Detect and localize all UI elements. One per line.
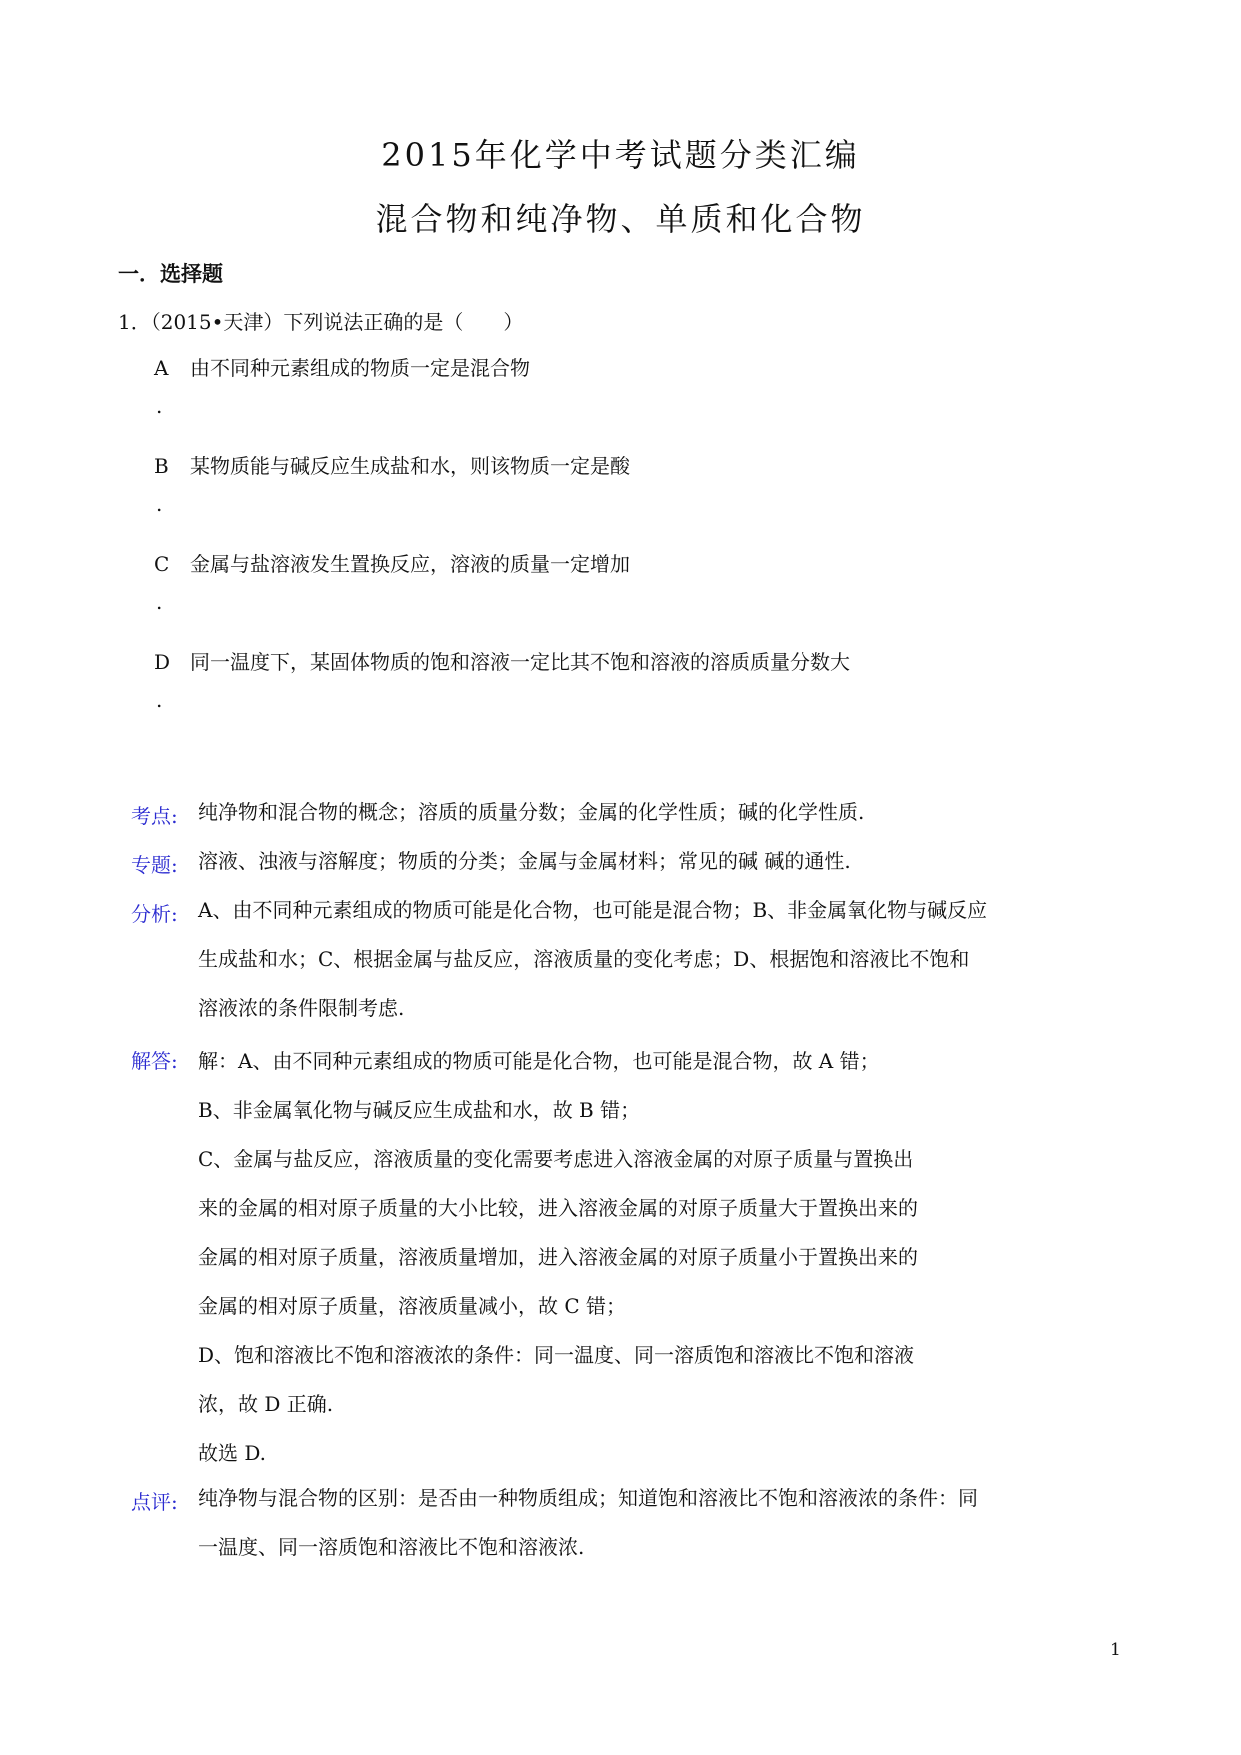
option-text: 由不同种元素组成的物质一定是混合物 [190, 356, 530, 380]
jieda-line: 故选 D. [198, 1441, 267, 1465]
fenxi-text: A、由不同种元素组成的物质可能是化合物，也可能是混合物；B、非金属氧化物与碱反应生成盐和水；C、根据金属与盐反应，溶液质量的变化考虑；D、根据饱和溶液比不饱和溶液浓的条件限制考虑. [198, 898, 988, 1020]
option-c [154, 548, 630, 577]
kaodian-label: 考点: [131, 804, 178, 828]
jieda-line: 金属的相对原子质量，溶液质量减小，故 C 错； [198, 1294, 627, 1318]
fenxi-label: 分析: [131, 902, 178, 926]
page-subtitle: 混合物和纯净物、单质和化合物 [375, 200, 866, 238]
jieda-line: 来的金属的相对原子质量的大小比较，进入溶液金属的对原子质量大于置换出来的 [198, 1196, 918, 1220]
dianping-label: 点评: [131, 1490, 178, 1514]
kaodian-text: 纯净物和混合物的概念；溶质的质量分数；金属的化学性质；碱的化学性质. [198, 800, 865, 824]
jieda-line: 解：A、由不同种元素组成的物质可能是化合物，也可能是混合物，故 A 错； [198, 1049, 880, 1073]
option-dot: . [156, 590, 163, 614]
page-title: 2015年化学中考试题分类汇编 [381, 136, 860, 174]
option-letter: A [154, 356, 169, 380]
page-number: 1 [1110, 1640, 1121, 1660]
option-dot: . [156, 688, 163, 712]
option-dot: . [156, 492, 163, 516]
jieda-line: D、饱和溶液比不饱和溶液浓的条件：同一温度、同一溶质饱和溶液比不饱和溶液 [198, 1343, 915, 1367]
jieda-line: 浓，故 D 正确. [198, 1392, 334, 1416]
option-text: 同一温度下，某固体物质的饱和溶液一定比其不饱和溶液的溶质质量分数大 [190, 650, 850, 674]
section-heading: 一．选择题 [118, 262, 223, 286]
option-dot: . [156, 394, 163, 418]
jieda-line: B、非金属氧化物与碱反应生成盐和水，故 B 错； [198, 1098, 641, 1122]
jieda-line: C、金属与盐反应，溶液质量的变化需要考虑进入溶液金属的对原子质量与置换出 [198, 1147, 914, 1171]
question-stem: 1．（2015•天津）下列说法正确的是（ ） [118, 310, 524, 334]
option-a [154, 352, 530, 381]
option-b [154, 450, 630, 479]
jieda-line: 金属的相对原子质量，溶液质量增加，进入溶液金属的对原子质量小于置换出来的 [198, 1245, 918, 1269]
option-letter: C [154, 552, 170, 576]
jieda-label: 解答: [131, 1049, 178, 1073]
option-text: 金属与盐溶液发生置换反应，溶液的质量一定增加 [190, 552, 630, 576]
zhuanti-text: 溶液、浊液与溶解度；物质的分类；金属与金属材料；常见的碱 碱的通性. [198, 849, 851, 873]
option-letter: B [154, 454, 169, 478]
zhuanti-label: 专题: [131, 853, 178, 877]
option-text: 某物质能与碱反应生成盐和水，则该物质一定是酸 [190, 454, 630, 478]
option-letter: D [154, 650, 171, 674]
dianping-text: 纯净物与混合物的区别：是否由一种物质组成；知道饱和溶液比不饱和溶液浓的条件：同一温度、同一溶质饱和溶液比不饱和溶液浓. [198, 1486, 978, 1559]
option-d [154, 646, 850, 675]
